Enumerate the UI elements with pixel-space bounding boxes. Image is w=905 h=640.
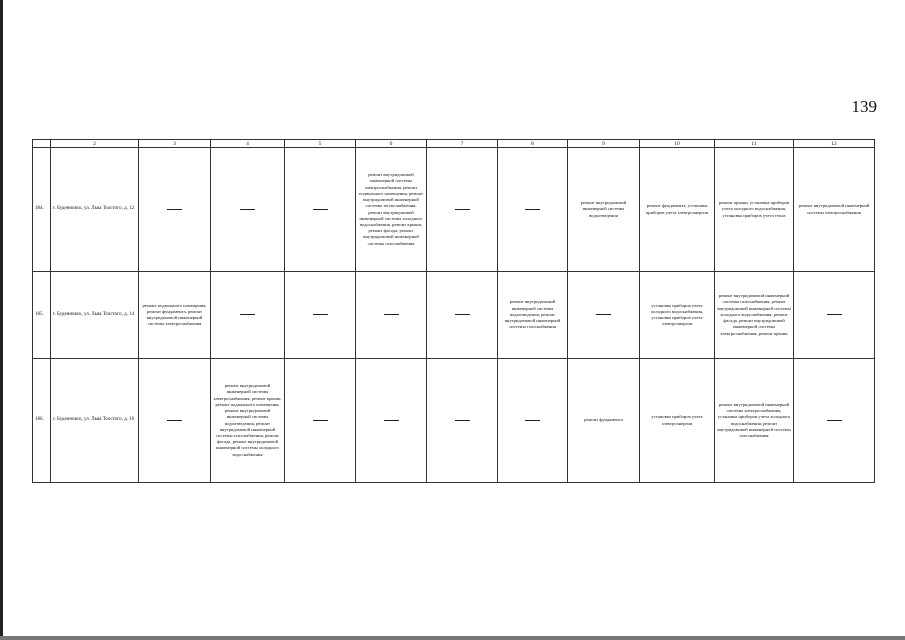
empty-dash-mark — [240, 314, 255, 315]
empty-dash-mark — [455, 209, 470, 210]
empty-dash-mark — [384, 314, 399, 315]
table-cell: ремонт внутридомовой инженерной системы электроснабжения, ремонт подвального помещения, ремонт внутридомовой инженерной системы теплоснабжения, ремонт внутридомовой инженерной системы холодного водоснабжения, ремонт крыши, ремонт фасада, ремонт внутридомовой инженерной системы газоснабжения — [356, 148, 427, 272]
scan-edge-left — [0, 0, 3, 640]
table-cell — [356, 359, 427, 483]
row-number-cell: 186. — [33, 359, 51, 483]
header-cell: 12 — [794, 140, 875, 148]
table-cell — [211, 272, 285, 359]
table-row — [33, 359, 875, 483]
header-cell: 10 — [640, 140, 715, 148]
table-cell: ремонт внутридомовой инженерной системы электроснабжения, ремонт крыши, ремонт подвального помещения, ремонт внутридомовой инженерной системы водоотведения, ремонт внутридомовой инженерной системы газоснабжения, ремонт фасада, ремонт внутридомовой инженерной системы холодного водоснабжения — [211, 359, 285, 483]
empty-dash-mark — [525, 420, 540, 421]
table-cell — [427, 148, 498, 272]
empty-dash-mark — [384, 420, 399, 421]
header-cell: 11 — [715, 140, 794, 148]
empty-dash-mark — [596, 314, 611, 315]
row-number-cell: 184. — [33, 148, 51, 272]
empty-dash-mark — [313, 420, 328, 421]
empty-dash-mark — [240, 209, 255, 210]
table-cell — [211, 148, 285, 272]
empty-dash-mark — [455, 314, 470, 315]
table-cell — [794, 272, 875, 359]
table-cell — [794, 359, 875, 483]
table-cell — [498, 148, 568, 272]
address-cell: г. Буденновск, ул. Льва Толстого, д. 14 — [51, 272, 139, 359]
empty-dash-mark — [525, 209, 540, 210]
table-cell: ремонт внутридомовой инженерной системы электроснабжения — [794, 148, 875, 272]
table-cell — [568, 272, 640, 359]
header-cell: 5 — [285, 140, 356, 148]
empty-dash-mark — [455, 420, 470, 421]
table-cell — [139, 359, 211, 483]
address-cell: г. Буденновск, ул. Льва Толстого, д. 16 — [51, 359, 139, 483]
table-cell: ремонт фундамента — [568, 359, 640, 483]
table-cell: ремонт подвального помещения, ремонт фундамента, ремонт внутридомовой инженерной системы электроснабжения — [139, 272, 211, 359]
table-cell — [285, 359, 356, 483]
table-cell: ремонт внутридомовой инженерной системы водоотведения, ремонт внутридомовой инженерной системы газоснабжения — [498, 272, 568, 359]
empty-dash-mark — [313, 209, 328, 210]
address-cell: г. Буденновск, ул. Льва Толстого, д. 12 — [51, 148, 139, 272]
table-row — [33, 272, 875, 359]
header-cell: 9 — [568, 140, 640, 148]
table-row — [33, 148, 875, 272]
table-cell — [356, 272, 427, 359]
empty-dash-mark — [167, 209, 182, 210]
table-cell — [285, 148, 356, 272]
document-table-wrap — [32, 139, 875, 483]
header-cell: 4 — [211, 140, 285, 148]
table-cell: установка приборов учета электроэнергии — [640, 359, 715, 483]
repair-schedule-table — [32, 139, 875, 483]
empty-dash-mark — [167, 420, 182, 421]
empty-dash-mark — [827, 314, 842, 315]
table-header-row — [33, 140, 875, 148]
table-cell — [427, 359, 498, 483]
header-cell: 2 — [51, 140, 139, 148]
table-cell: ремонт внутридомовой инженерной системы водоотведения — [568, 148, 640, 272]
header-cell: 8 — [498, 140, 568, 148]
table-cell: ремонт крыши, установка приборов учета холодного водоснабжения, установка приборов учета тепла — [715, 148, 794, 272]
table-cell: установка приборов учета холодного водоснабжения, установка приборов учета электроэнергии — [640, 272, 715, 359]
table-cell — [139, 148, 211, 272]
table-cell: ремонт фундамента, установка приборов учета электроэнергии — [640, 148, 715, 272]
header-cell: 7 — [427, 140, 498, 148]
header-cell: 3 — [139, 140, 211, 148]
scan-edge-bottom — [0, 636, 905, 640]
table-cell — [285, 272, 356, 359]
table-cell — [498, 359, 568, 483]
row-number-cell: 185. — [33, 272, 51, 359]
header-cell — [33, 140, 51, 148]
page-number: 139 — [851, 97, 877, 116]
empty-dash-mark — [827, 420, 842, 421]
table-cell: ремонт внутридомовой инженерной системы газоснабжения, ремонт внутридомовой инженерной системы холодного водоснабжения, ремонт фасада, ремонт внутридомовой инженерной системы электроснабжения, ремонт крыши — [715, 272, 794, 359]
header-cell: 6 — [356, 140, 427, 148]
table-cell — [427, 272, 498, 359]
empty-dash-mark — [313, 314, 328, 315]
table-cell: ремонт внутридомовой инженерной системы электроснабжения, установка приборов учета холодного водоснабжения, ремонт внутридомовой инженерной системы газоснабжения — [715, 359, 794, 483]
